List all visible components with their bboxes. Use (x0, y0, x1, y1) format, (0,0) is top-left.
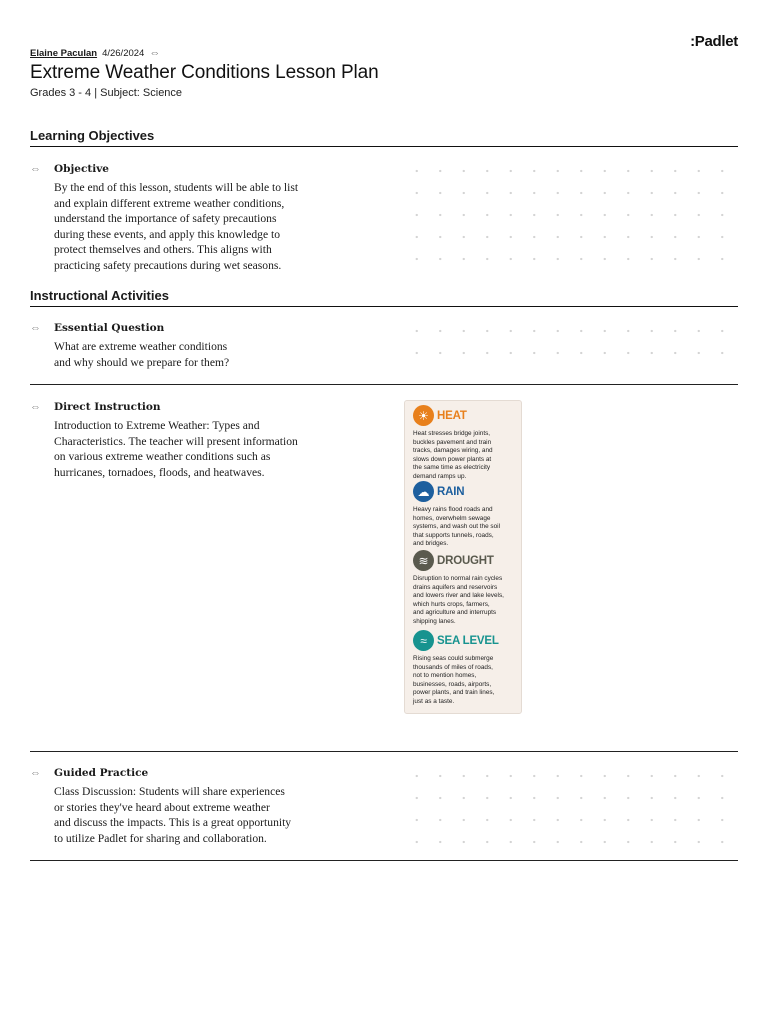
post-essential-question[interactable] (30, 322, 370, 372)
post-objective[interactable] (30, 163, 370, 278)
empty-attachment-area (405, 160, 735, 270)
post-title: Guided Practice (54, 767, 149, 779)
post-meta (30, 48, 160, 59)
infographic-sea-level (413, 630, 519, 706)
post-title: Essential Question (54, 322, 165, 334)
sun-icon: ☀ (413, 405, 434, 426)
weather-impacts-infographic[interactable] (404, 400, 522, 714)
empty-attachment-area (405, 765, 735, 853)
cracked-earth-icon: ≋ (413, 550, 434, 571)
page-title: Extreme Weather Conditions Lesson Plan (30, 62, 379, 83)
section-heading-learning-objectives: Learning Objectives (30, 128, 738, 147)
link-icon[interactable]: ⇔ (30, 401, 41, 413)
post-divider (30, 384, 738, 385)
post-body: By the end of this lesson, students will be able to list and explain different extreme weather conditions, understand the importance of safety precautions during these events, and apply this knowledge to protect themselves and others. This aligns with practicing safety precautions during wet seasons. (54, 181, 299, 272)
post-direct-instruction[interactable] (30, 401, 370, 481)
rain-cloud-icon: ☁ (413, 481, 434, 502)
post-divider (30, 860, 738, 861)
infographic-heat (413, 405, 519, 481)
author-link[interactable]: Elaine Paculan (30, 48, 98, 59)
infographic-text: Heat stresses bridge joints, buckles pavement and train tracks, damages wiring, and slows down power plants at the same time as electricity demand ramps up. (413, 430, 493, 480)
post-body: Class Discussion: Students will share experiences or stories they've heard about extreme weather and discuss the impacts. This is a great opportunity to utilize Padlet for sharing and collaboration. (54, 785, 292, 845)
post-date: 4/26/2024 (102, 48, 145, 59)
link-icon[interactable]: ⇔ (30, 322, 41, 334)
infographic-label: SEA LEVEL (437, 634, 499, 647)
post-guided-practice[interactable] (30, 767, 370, 847)
post-title: Objective (54, 163, 109, 175)
infographic-label: RAIN (437, 485, 465, 498)
link-icon[interactable]: ⇔ (30, 767, 41, 779)
empty-attachment-area (405, 320, 735, 364)
post-divider (30, 751, 738, 752)
post-body: What are extreme weather conditions and why should we prepare for them? (54, 340, 230, 369)
link-icon[interactable]: ⇔ (149, 47, 161, 59)
post-title: Direct Instruction (54, 401, 161, 413)
section-heading-instructional-activities: Instructional Activities (30, 288, 738, 307)
infographic-text: Rising seas could submerge thousands of miles of roads, not to mention homes, businesses, roads, airports, power plants, and train lines, just as a taste. (413, 655, 495, 705)
infographic-rain (413, 481, 519, 549)
infographic-text: Heavy rains flood roads and homes, overwhelm sewage systems, and wash out the soil that supports tunnels, roads, and bridges. (413, 506, 501, 547)
infographic-label: HEAT (437, 409, 467, 422)
link-icon[interactable]: ⇔ (30, 163, 41, 175)
infographic-text: Disruption to normal rain cycles drains aquifers and reservoirs and lowers river and lake levels, which hurts crops, farmers, and agriculture and interrupts shipping lanes. (413, 575, 504, 625)
waves-icon: ≈ (413, 630, 434, 651)
post-body: Introduction to Extreme Weather: Types and Characteristics. The teacher will present information on various extreme weather conditions such as hurricanes, tornadoes, floods, and heatwaves. (54, 419, 298, 479)
padlet-logo: :Padlet (690, 33, 738, 50)
infographic-drought (413, 550, 519, 626)
infographic-label: DROUGHT (437, 554, 494, 567)
page-subtitle: Grades 3 - 4 | Subject: Science (30, 87, 183, 99)
